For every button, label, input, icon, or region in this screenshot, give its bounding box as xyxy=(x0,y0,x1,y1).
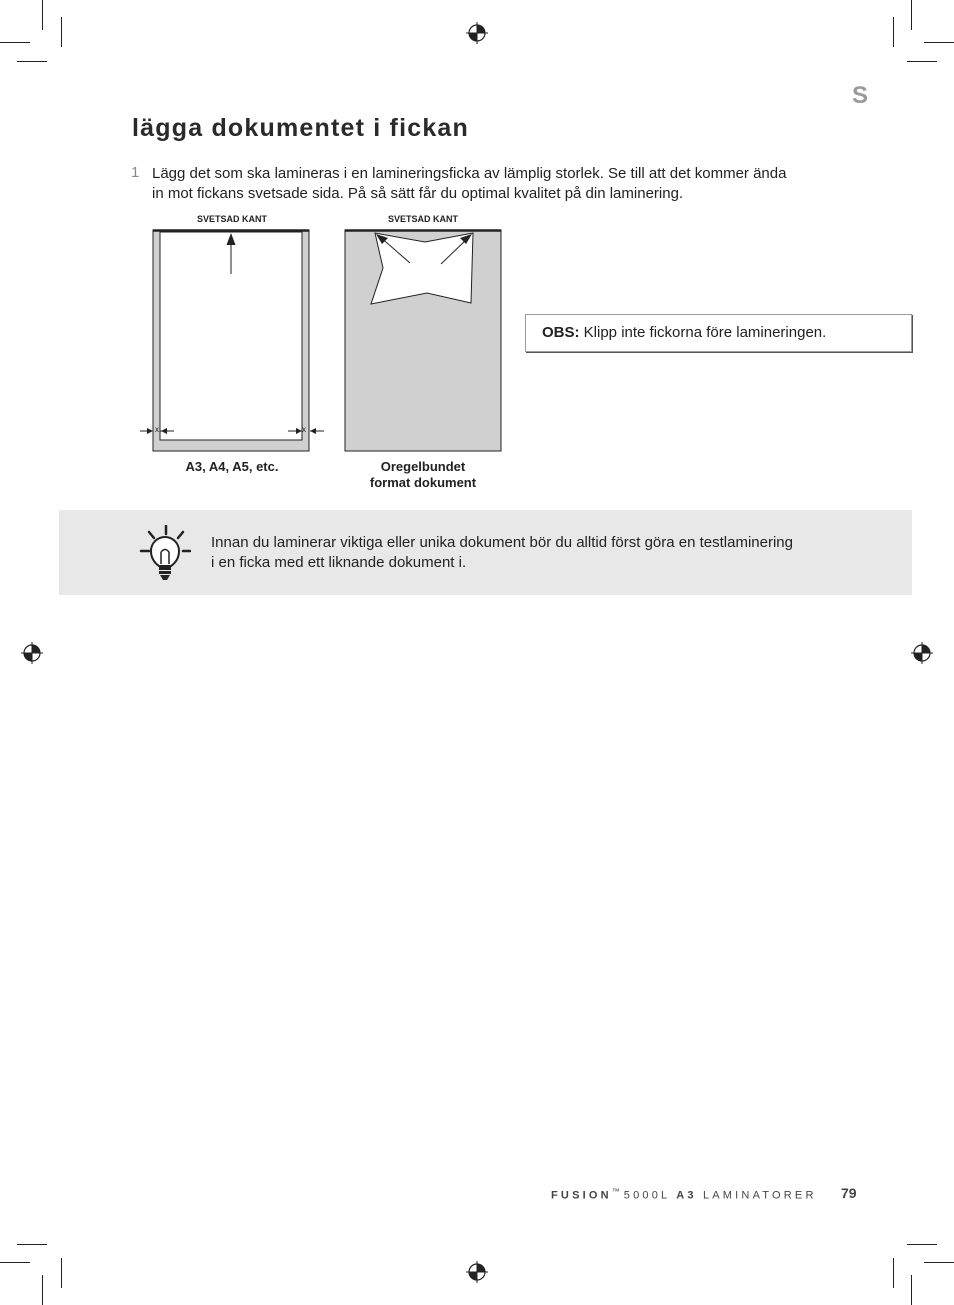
tip-text xyxy=(211,533,871,573)
standard-document-figure xyxy=(138,226,328,456)
note-body: Klipp inte fickorna före lamineringen. xyxy=(579,324,827,341)
welded-edge-label: SVETSAD KANT xyxy=(196,214,267,224)
tip-text-line: i en ficka med ett liknande dokument i. xyxy=(211,554,467,571)
page-number: 79 xyxy=(841,1185,857,1201)
irregular-document-figure xyxy=(340,226,510,456)
footer-size: A3 xyxy=(676,1189,697,1202)
tip-text-line: Innan du laminerar viktiga eller unika dokument bör du alltid först göra en testlaminering xyxy=(211,534,793,551)
registration-mark-icon xyxy=(466,22,488,44)
language-code: S xyxy=(851,82,868,109)
tip-panel xyxy=(59,510,912,595)
registration-mark-icon xyxy=(466,1261,488,1283)
footer-product: LAMINATORER xyxy=(702,1189,817,1202)
footer-trademark: ™ xyxy=(611,1187,620,1196)
footer-model: 5000L xyxy=(623,1189,670,1202)
step-text-line: in mot fickans svetsade sida. På så sätt får du optimal kvalitet på din laminering. xyxy=(152,185,684,202)
footer-product-line xyxy=(551,1187,817,1202)
note-box xyxy=(525,314,912,352)
registration-mark-icon xyxy=(911,642,933,664)
step-text xyxy=(152,164,842,204)
irregular-caption-line: Oregelbundet xyxy=(380,459,466,474)
registration-mark-icon xyxy=(21,642,43,664)
note-text xyxy=(542,324,826,341)
note-label: OBS: xyxy=(542,324,580,341)
step-text-line: Lägg det som ska lamineras i en lamineringsficka av lämplig storlek. Se till att det kommer ända xyxy=(152,165,787,182)
irregular-caption xyxy=(323,459,523,491)
step-number: 1 xyxy=(131,164,140,181)
margin-marker: x xyxy=(155,425,159,434)
lightbulb-icon xyxy=(139,525,191,583)
page-title: lägga dokumentet i fickan xyxy=(132,114,470,142)
standard-caption: A3, A4, A5, etc. xyxy=(185,459,279,474)
welded-edge-label: SVETSAD KANT xyxy=(387,214,458,224)
margin-marker: x xyxy=(302,425,306,434)
footer-brand: FUSION xyxy=(551,1189,612,1202)
irregular-caption-line: format dokument xyxy=(369,475,477,490)
